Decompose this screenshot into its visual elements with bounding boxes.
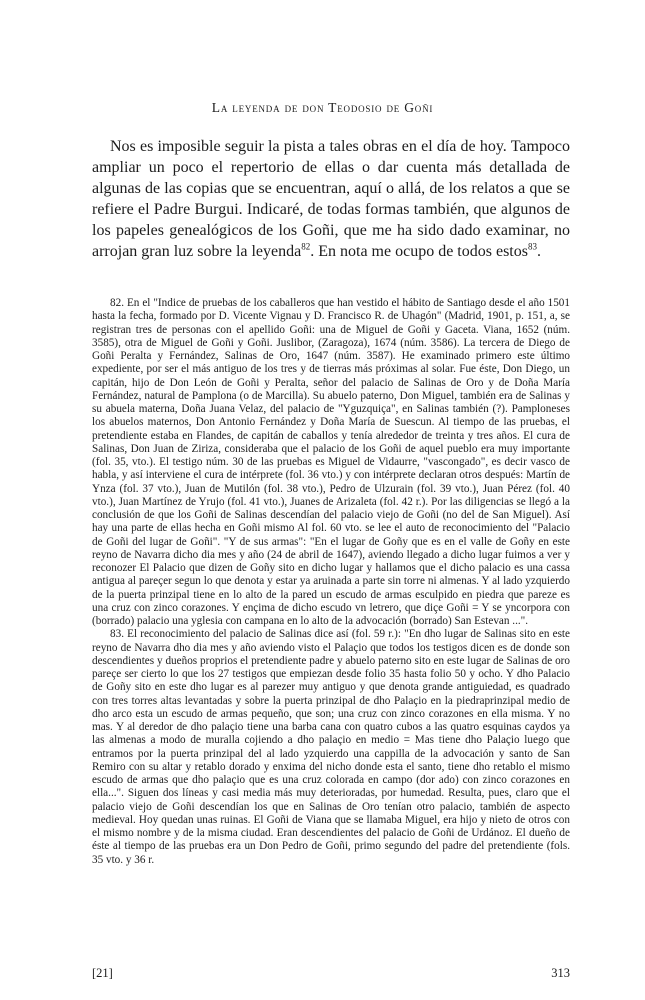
footer-section-number: [21] xyxy=(92,966,113,980)
footnote-ref-83: 83 xyxy=(527,241,537,252)
footnote-ref-82: 82 xyxy=(301,241,311,252)
paragraph-mid: . En nota me ocupo de todos estos xyxy=(310,243,528,260)
footnotes xyxy=(92,297,570,867)
footnote-83: 83. El reconocimiento del palacio de Salinas dice así (fol. 59 r.): "En dho lugar de Salinas sito en este reyno de Navarra dho dia mes y año aviendo visto el Palaçio que todos los testigos dicen es de donde son descendientes y dueños proprios el pretendiente padre y abuelo paterno sito en este lugar de Salinas de oro pareçe ser cierto lo que los 27 testigos que empiezan desde folio 35 hasta folio 50 y ocho. Y dho Palacio de Goñy sito en este dho lugar es al parezer muy antiguo y que denota grande antiguiedad, es quadrado con tres torres altas levantadas y sobre la puerta prinzipal de dho Palaçio en la piedraprinzipal medio de dho arco esta un escudo de armas pequeño, que son; una cruz con zinco corazones en ella misma. Y no mas. Y al deredor de dho palaçio tiene una barba cana con quatro cubos a las quatro esquinas caydos ya las almenas a modo de muralla cojiendo a dho palaçio en medio = Mas tiene dho Palaçio luego que entramos por la puerta prinzipal del al lado yzquierdo una cappilla de la advocación y santo de San Remiro con su altar y retablo dorado y enxima del nicho donde esta el santo, tiene dho retablo el mismo escudo de armas que dho palaçio que es una cruz colorada en campo (dor ado) con zinco corazones en ella...". Siguen dos líneas y casi media más muy deterioradas, por humedad. Resulta, pues, claro que el palacio viejo de Goñi descendían los que en Salinas de Oro tenían otro palacio, también de aspecto medieval. Hoy quedan unas ruinas. El Goñi de Viana que se llamaba Miguel, era hijo y nieto de otros con el mismo nombre y de la misma ciudad. Eran descendientes del palacio de Goñi de Urdánoz. El dueño de éste al tiempo de las pruebas era un Don Pedro de Goñi, primo segundo del padre del pretendiente (fols. 35 vto. y 36 r. xyxy=(92,628,570,866)
paragraph-text: Nos es imposible seguir la pista a tales obras en el día de hoy. Tampoco ampliar un poco el repertorio de ellas o dar cuenta más detallada de algunas de las copias que se encuentran, aquí o allá, de los relatos a que se refiere el Padre Burgui. Indicaré, de todas formas también, que algunos de los papeles genealógicos de los Goñi, que me ha sido dado examinar, no arrojan gran luz sobre la leyenda xyxy=(92,138,570,260)
footnote-82: 82. En el "Indice de pruebas de los caballeros que han vestido el hábito de Santiago desde el año 1501 hasta la fecha, formado por D. Vicente Vignau y D. Francisco R. de Uhagón" (Madrid, 1901, p. 151, a, se registran tres de personas con el apellido Goñi: una de Miguel de Goñi y Gaceta. Viana, 1652 (núm. 3585), otra de Miguel de Goñi y Goñi. Juslibor, (Zaragoza), 1674 (núm. 3586). La tercera de Diego de Goñi Peralta y Fernández, Salinas de Oro, 1647 (núm. 3587). He examinado primero este último expediente, por ser el más antiguo de los tres y de tierras más próximas al solar. Fue éste, Don Diego, un capitán, hijo de Don León de Goñi y Peralta, señor del palacio de Salinas de Oro y de Doña María Fernández, natural de Pamplona (o de Marcilla). Su abuelo paterno, Don Miguel, también era de Salinas y su abuela materna, Doña Juana Velaz, del palacio de "Yguzquiça", en Salinas también (?). Pamploneses los abuelos maternos, Don Antonio Fernández y Doña María de Suescun. Al tiempo de las pruebas, el pretendiente estaba en Flandes, de capitán de caballos y tenía alrededor de treinta y tres años. El cura de Salinas, Don Juan de Ziriza, consideraba que el palacio de los Goñi de aquel pueblo era muy importante (fol. 35, vto.). El testigo núm. 30 de las pruebas es Miguel de Vidaurre, "vascongado", es decir vasco de habla, y así interviene el cura de intérprete (fol. 36 vto.) y con intérprete declaran otros después: Martín de Ynza (fol. 37 vto.), Juan de Mutilón (fol. 38 vto.), Pedro de Ulzurain (fol. 39 vto.), Juan Pérez (fol. 40 vto.), Juan Martínez de Yrujo (fol. 41 vto.), Juanes de Arizaleta (fol. 42 r.). Por las diligencias se llegó a la conclusión de que los Goñi de Salinas descendían del palacio viejo de Goñi (no del de San Miguel). Así hay una parte de ellas hecha en Goñi mismo Al fol. 60 vto. se lee el auto de reconocimiento del "Palacio de Goñi del lugar de Goñi". "Y de sus armas": "En el lugar de Goñy que es en el valle de Goñy en este reyno de Navarra dicho dia mes y año (24 de abril de 1647), aviendo llegado a dicho lugar fuimos a ver y reconozer El Palacio que dizen de Goñy sito en dicho lugar y hallamos que el dicho palacio es una cassa antigua al pareçer segun lo que denota y estar ya aruinada a parte sin torre ni almenas. Y al lado yzquierdo de la puerta prinzipal tiene en lo alto de la pared un escudo de armas esculpido en piedra que pareze es una cruz con zinco corazones. Y ençima de dicho escudo vn letrero, que diçe Goñi = Y se yncorpora con (borrado) palacio una yglesia con campana en lo alto de la advocación (borrado) San Estevan ...". xyxy=(92,297,570,627)
page-number: 313 xyxy=(551,966,570,980)
paragraph-end: . xyxy=(536,243,541,260)
main-paragraph xyxy=(92,136,570,262)
running-title: La leyenda de don Teodosio de Goñi xyxy=(211,100,434,115)
